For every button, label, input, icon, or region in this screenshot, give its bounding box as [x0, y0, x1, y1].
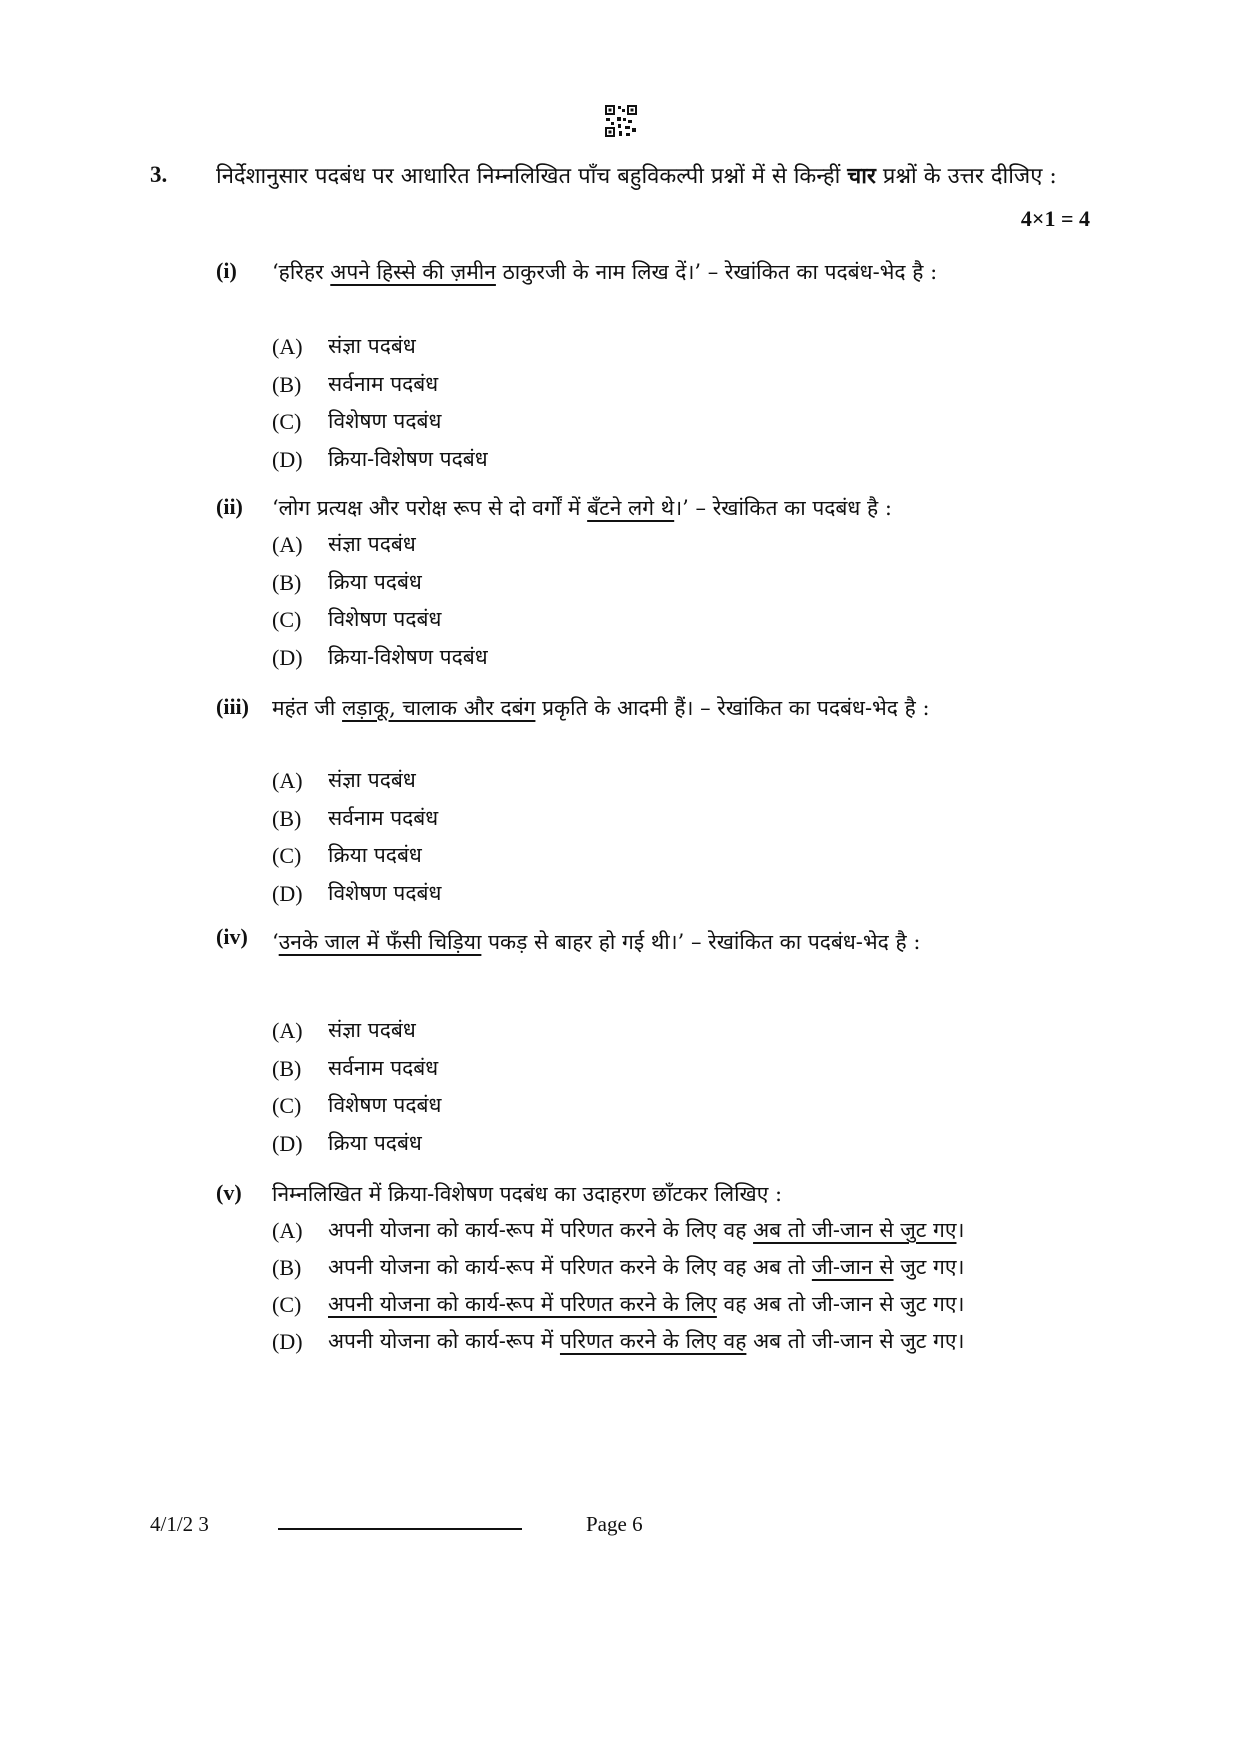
option-item[interactable]: (A) संज्ञा पदबंध — [272, 1018, 416, 1043]
paper-code: 4/1/2 3 — [150, 1512, 209, 1536]
option-item[interactable]: (B) सर्वनाम पदबंध — [272, 1055, 439, 1081]
item-label: (iv) — [216, 924, 248, 949]
option-item[interactable]: (A) संज्ञा पदबंध — [272, 768, 416, 793]
question-number: 3. — [150, 162, 168, 187]
item-stem: निम्नलिखित में क्रिया-विशेषण पदबंध का उदाहरण छाँटकर लिखिए : — [272, 1182, 783, 1206]
question-marks: 4×1 = 4 — [1020, 206, 1090, 231]
option-item[interactable]: (A) अपनी योजना को कार्य-रूप में परिणत करने के लिए वह अब तो जी-जान से जुट गए। — [272, 1218, 965, 1243]
option-item[interactable]: (C) विशेषण पदबंध — [272, 409, 442, 434]
underlined-phrase: अपने हिस्से की ज़मीन — [330, 260, 496, 284]
item-stem: महंत जी लड़ाकू, चालाक और दबंग प्रकृति के आदमी हैं। – रेखांकित का पदबंध-भेद है : — [272, 696, 930, 720]
item-label: (i) — [216, 258, 237, 283]
item-label: (iii) — [216, 694, 249, 719]
option-list — [272, 526, 1012, 676]
option-item[interactable]: (D) क्रिया-विशेषण पदबंध — [272, 644, 488, 670]
option-item[interactable]: (B) अपनी योजना को कार्य-रूप में परिणत करने के लिए वह अब तो जी-जान से जुट गए। — [272, 1255, 965, 1280]
item-stem: ‘हरिहर अपने हिस्से की ज़मीन ठाकुरजी के नाम लिख दें।’ – रेखांकित का पदबंध-भेद है : — [272, 260, 938, 284]
option-item[interactable]: (D) क्रिया-विशेषण पदबंध — [272, 446, 488, 472]
underlined-phrase: लड़ाकू, चालाक और दबंग — [342, 696, 536, 720]
item-label: (v) — [216, 1180, 242, 1205]
footer-divider — [278, 1528, 522, 1530]
underlined-phrase: जी-जान से — [811, 1255, 894, 1279]
option-item[interactable]: (B) सर्वनाम पदबंध — [272, 805, 439, 831]
question-instruction: निर्देशानुसार पदबंध पर आधारित निम्नलिखित पाँच बहुविकल्पी प्रश्नों में से किन्हीं चार प्रश्नों के उत्तर दीजिए : — [216, 163, 1057, 189]
option-item[interactable]: (B) सर्वनाम पदबंध — [272, 371, 439, 397]
option-item[interactable]: (D) अपनी योजना को कार्य-रूप में परिणत करने के लिए वह अब तो जी-जान से जुट गए। — [272, 1329, 965, 1354]
qr-code-icon — [604, 104, 638, 138]
item-stem: ‘लोग प्रत्यक्ष और परोक्ष रूप से दो वर्गों में बँटने लगे थे।’ – रेखांकित का पदबंध है : — [272, 496, 892, 520]
option-list — [272, 762, 1012, 912]
option-list — [272, 328, 1012, 478]
underlined-phrase: उनके जाल में फँसी चिड़िया — [278, 930, 482, 954]
page-number: Page 6 — [586, 1512, 643, 1536]
underlined-phrase: अब तो जी-जान से जुट गए — [753, 1218, 957, 1242]
item-label: (ii) — [216, 494, 243, 519]
option-item[interactable]: (C) विशेषण पदबंध — [272, 1093, 442, 1118]
option-item[interactable]: (A) संज्ञा पदबंध — [272, 334, 416, 359]
option-list — [272, 1012, 1012, 1162]
underlined-phrase: अपनी योजना को कार्य-रूप में परिणत करने के लिए — [328, 1292, 717, 1316]
option-list — [272, 1212, 992, 1360]
underlined-phrase: परिणत करने के लिए वह — [559, 1329, 747, 1353]
option-item[interactable]: (C) अपनी योजना को कार्य-रूप में परिणत करने के लिए वह अब तो जी-जान से जुट गए। — [272, 1292, 965, 1317]
option-item[interactable]: (D) विशेषण पदबंध — [272, 880, 442, 906]
option-item[interactable]: (C) विशेषण पदबंध — [272, 607, 442, 632]
option-item[interactable]: (D) क्रिया पदबंध — [272, 1130, 422, 1156]
item-stem: ‘उनके जाल में फँसी चिड़िया पकड़ से बाहर हो गई थी।’ – रेखांकित का पदबंध-भेद है : — [272, 930, 921, 954]
option-item[interactable]: (A) संज्ञा पदबंध — [272, 532, 416, 557]
option-item[interactable]: (C) क्रिया पदबंध — [272, 843, 422, 868]
underlined-phrase: बँटने लगे थे — [587, 496, 675, 520]
option-item[interactable]: (B) क्रिया पदबंध — [272, 569, 422, 595]
